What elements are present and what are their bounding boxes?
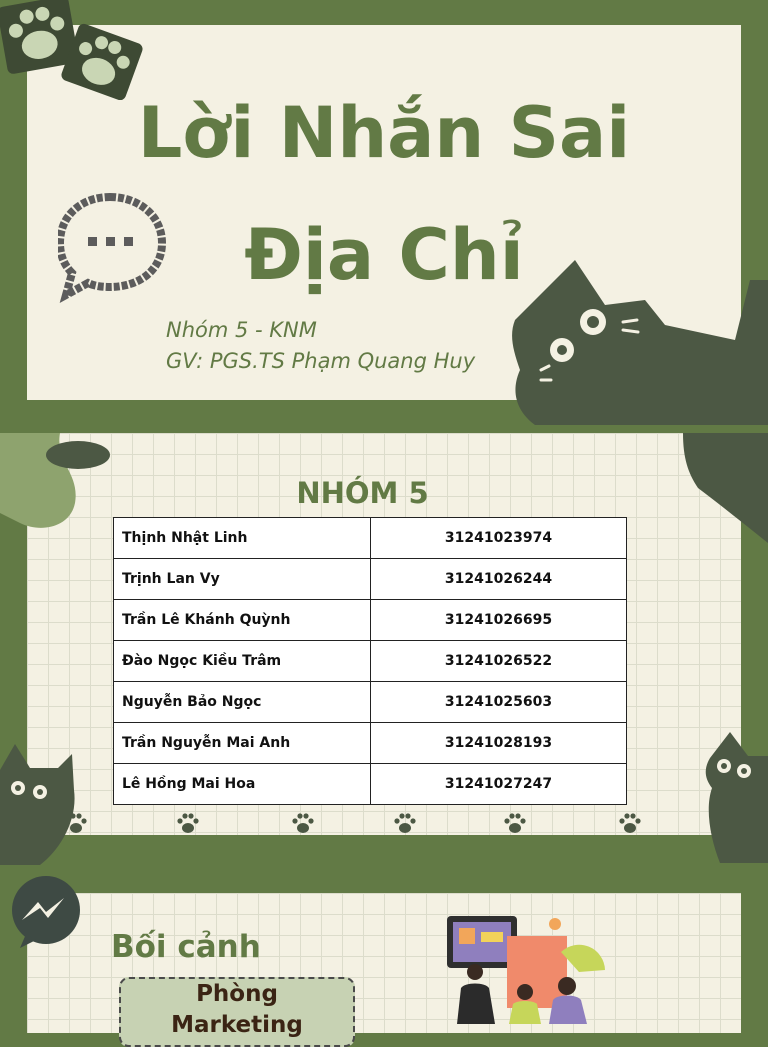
member-name: Nguyễn Bảo Ngọc	[114, 682, 371, 723]
member-name: Thịnh Nhật Linh	[114, 518, 371, 559]
title-line-2: Địa Chỉ	[244, 214, 524, 296]
group-subtitle: Nhóm 5 - KNM	[166, 318, 317, 342]
department-line-2: Marketing	[171, 1012, 303, 1038]
member-id: 31241028193	[371, 723, 627, 764]
table-row	[114, 600, 627, 641]
member-id: 31241026522	[371, 641, 627, 682]
members-table	[113, 517, 627, 805]
table-row	[114, 518, 627, 559]
paw-icon	[60, 808, 710, 868]
member-name: Đào Ngọc Kiều Trâm	[114, 641, 371, 682]
cat-illustration	[505, 250, 768, 430]
messenger-icon	[8, 874, 84, 950]
table-row	[114, 682, 627, 723]
department-box	[119, 977, 355, 1047]
member-id: 31241025603	[371, 682, 627, 723]
member-id: 31241023974	[371, 518, 627, 559]
member-id: 31241027247	[371, 764, 627, 805]
member-name: Trịnh Lan Vy	[114, 559, 371, 600]
context-heading: Bối cảnh	[111, 929, 261, 965]
table-row	[114, 559, 627, 600]
member-id: 31241026695	[371, 600, 627, 641]
table-row	[114, 723, 627, 764]
member-name: Lê Hồng Mai Hoa	[114, 764, 371, 805]
table-row	[114, 764, 627, 805]
group-heading: NHÓM 5	[296, 476, 429, 510]
member-name: Trần Lê Khánh Quỳnh	[114, 600, 371, 641]
team-illustration	[445, 912, 610, 1024]
lecturer-subtitle: GV: PGS.TS Phạm Quang Huy	[166, 349, 476, 373]
member-name: Trần Nguyễn Mai Anh	[114, 723, 371, 764]
department-line-1: Phòng	[196, 981, 278, 1007]
member-id: 31241026244	[371, 559, 627, 600]
cat-illustration	[700, 728, 768, 863]
table-row	[114, 641, 627, 682]
title-line-1: Lời Nhắn Sai	[137, 92, 631, 174]
